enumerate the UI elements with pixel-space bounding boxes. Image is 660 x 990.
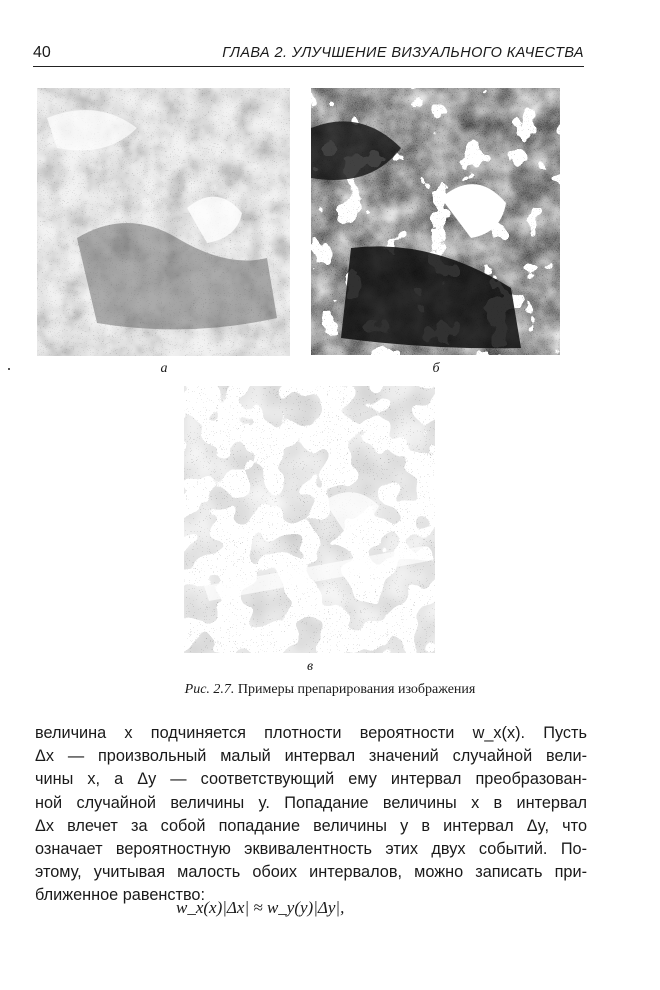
figure-label-b: б	[432, 361, 440, 376]
body-paragraph	[35, 722, 587, 908]
figure-label-c: в	[306, 659, 314, 674]
figure-caption	[0, 682, 660, 698]
chapter-title: ГЛАВА 2. УЛУЧШЕНИЕ ВИЗУАЛЬНОГО КАЧЕСТВА	[222, 45, 584, 61]
figure-image-c	[184, 386, 435, 653]
body-line: величина x подчиняется плотности вероятности w_x(x). Пусть	[35, 724, 587, 742]
body-line: означает вероятностную эквивалентность этих двух событий. По-	[35, 840, 587, 859]
body-line: Δx — произвольный малый интервал значений случайной вели-	[35, 747, 587, 766]
body-line: ной случайной величины y. Попадание величины x в интервал	[35, 793, 587, 812]
formula: w_x(x)|Δx| ≈ w_y(y)|Δy|,	[176, 898, 345, 917]
body-line: Δx влечет за собой попадание величины y в интервал Δy, что	[35, 816, 587, 835]
running-header	[33, 44, 584, 67]
page-number: 40	[33, 44, 51, 61]
figure-image-b	[311, 88, 560, 355]
figure-caption-number: Рис. 2.7.	[184, 682, 235, 697]
body-line: ближенное равенство:	[35, 886, 206, 905]
figure-image-a	[37, 88, 290, 356]
body-line: чины x, а Δy — соответствующий ему интервал преобразован-	[35, 770, 587, 789]
figure-caption-text: Примеры препарирования изображения	[237, 682, 476, 697]
figure-label-a: а	[160, 361, 168, 376]
speck	[8, 368, 10, 370]
body-line: этому, учитывая малость обоих интервалов, можно записать при-	[35, 863, 587, 882]
